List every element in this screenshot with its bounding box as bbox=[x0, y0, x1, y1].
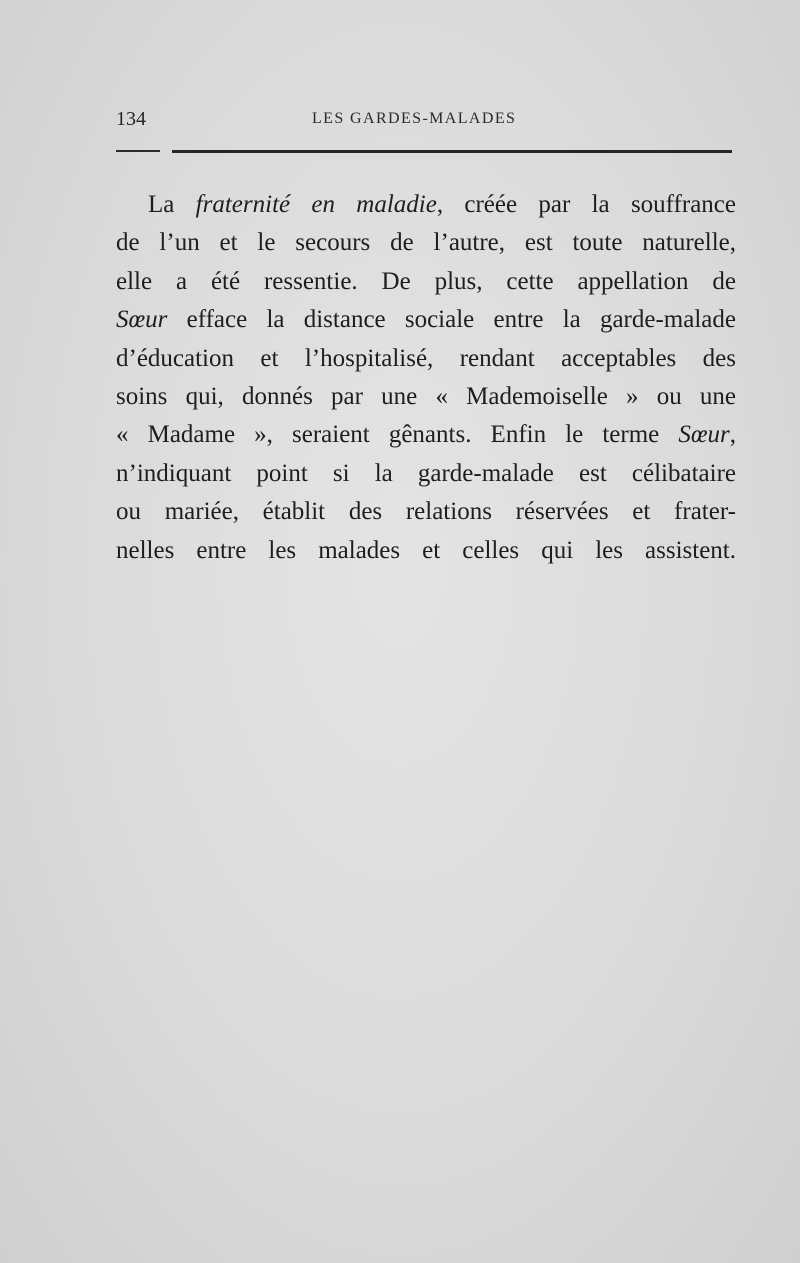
text-line: « Madame », seraient gênants. Enfin le terme Sœur, bbox=[116, 421, 736, 449]
text-line: Sœur efface la distance sociale entre la garde-malade bbox=[116, 306, 736, 334]
text-line: de l’un et le secours de l’autre, est toute naturelle, bbox=[116, 229, 736, 257]
text-line: La fraternité en maladie, créée par la souffrance bbox=[148, 191, 736, 218]
header-rule-short bbox=[116, 150, 160, 152]
text-line: elle a été ressentie. De plus, cette appellation de bbox=[116, 267, 736, 295]
text-line: d’éducation et l’hospitalisé, rendant acceptables des bbox=[116, 344, 736, 372]
text-line: soins qui, donnés par une « Mademoiselle » ou une bbox=[116, 382, 736, 410]
header-rule-long bbox=[172, 150, 732, 153]
text-line: nelles entre les malades et celles qui les assistent. bbox=[116, 536, 736, 564]
page-number: 134 bbox=[116, 108, 146, 130]
page-header bbox=[116, 108, 736, 132]
body-paragraph bbox=[116, 186, 736, 570]
text-line: ou mariée, établit des relations réservées et frater- bbox=[116, 498, 736, 526]
running-title: LES GARDES-MALADES bbox=[312, 110, 517, 127]
text-line: n’indiquant point si la garde-malade est célibataire bbox=[116, 459, 736, 487]
